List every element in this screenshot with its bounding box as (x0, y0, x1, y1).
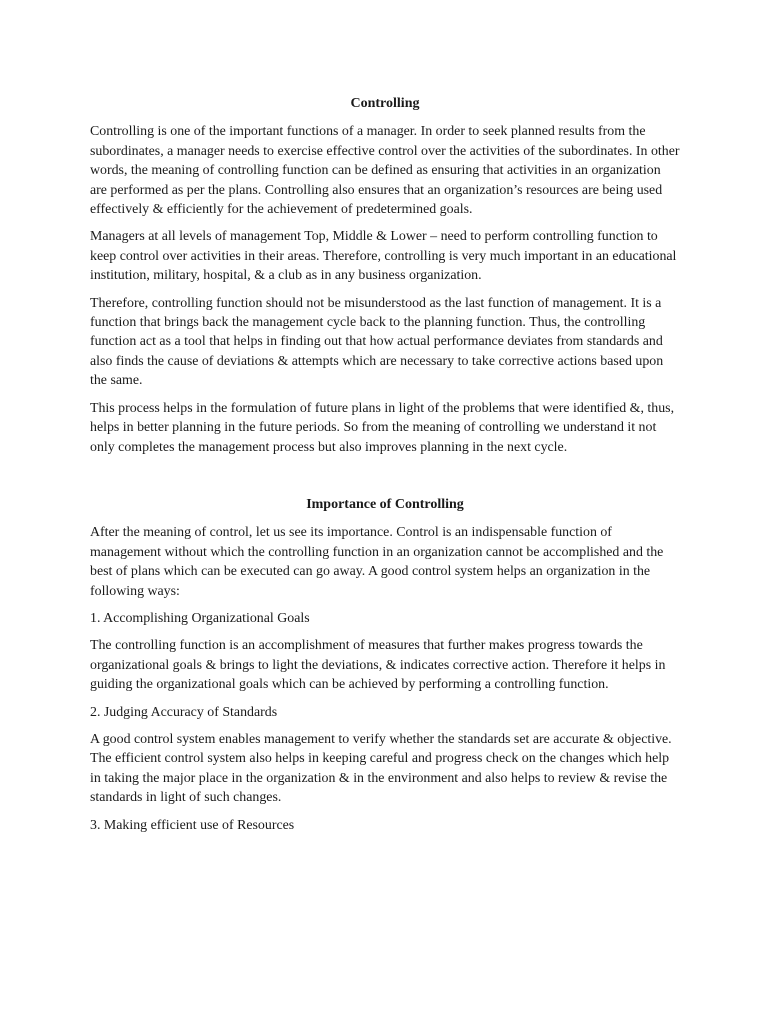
importance-heading: Importance of Controlling (306, 496, 464, 512)
point-heading-standards: 2. Judging Accuracy of Standards (90, 704, 278, 720)
point-body-goals: The controlling function is an accomplishment of measures that further makes progress towards the organizational goals & brings to light the deviations, & indicates corrective action. Therefore it helps in guiding the organizational goals which can be achieved by performing a controlling function. (90, 638, 666, 693)
document-title: Controlling (350, 96, 420, 111)
importance-intro: After the meaning of control, let us see its importance. Control is an indispensable function of management without which the controlling function in an organization cannot be accomplished and the best of plans which can be executed can go away. A good control system helps an organization in the following ways: (90, 525, 664, 599)
paragraph-levels: Managers at all levels of management Top, Middle & Lower – need to perform controlling function to keep control over activities in their areas. Therefore, controlling is very much important in an educational institution, military, hospital, & a club as in any business organization. (90, 229, 677, 284)
document-body (90, 94, 680, 843)
paragraph-future-plans: This process helps in the formulation of future plans in light of the problems that were identified &, thus, helps in better planning in the future periods. So from the meaning of controlling we understand it not only completes the management process but also improves planning in the next cycle. (90, 400, 675, 455)
point-body-standards: A good control system enables management to verify whether the standards set are accurate & objective. The efficient control system also helps in keeping careful and progress check on the changes which help in taking the major place in the organization & in the environment and also helps to review & revise the standards in light of such changes. (90, 731, 672, 806)
paragraph-definition: Controlling is one of the important functions of a manager. In order to seek planned results from the subordinates, a manager needs to exercise effective control over the activities of the subordinates. In other words, the meaning of controlling function can be defined as ensuring that activities in an organization are performed as per the plans. Controlling also ensures that an organization’s resources are being used effectively & efficiently for the achievement of predetermined goals. (90, 124, 680, 218)
point-heading-goals: 1. Accomplishing Organizational Goals (90, 610, 310, 626)
point-heading-resources: 3. Making efficient use of Resources (90, 817, 295, 833)
section-spacer (90, 465, 680, 495)
paragraph-not-last-function: Therefore, controlling function should not be misunderstood as the last function of management. It is a function that brings back the management cycle back to the planning function. Thus, the controlling function act as a tool that helps in finding out that how actual performance deviates from standards and also finds the cause of deviations & attempts which are necessary to take corrective actions based upon the same. (90, 295, 664, 389)
